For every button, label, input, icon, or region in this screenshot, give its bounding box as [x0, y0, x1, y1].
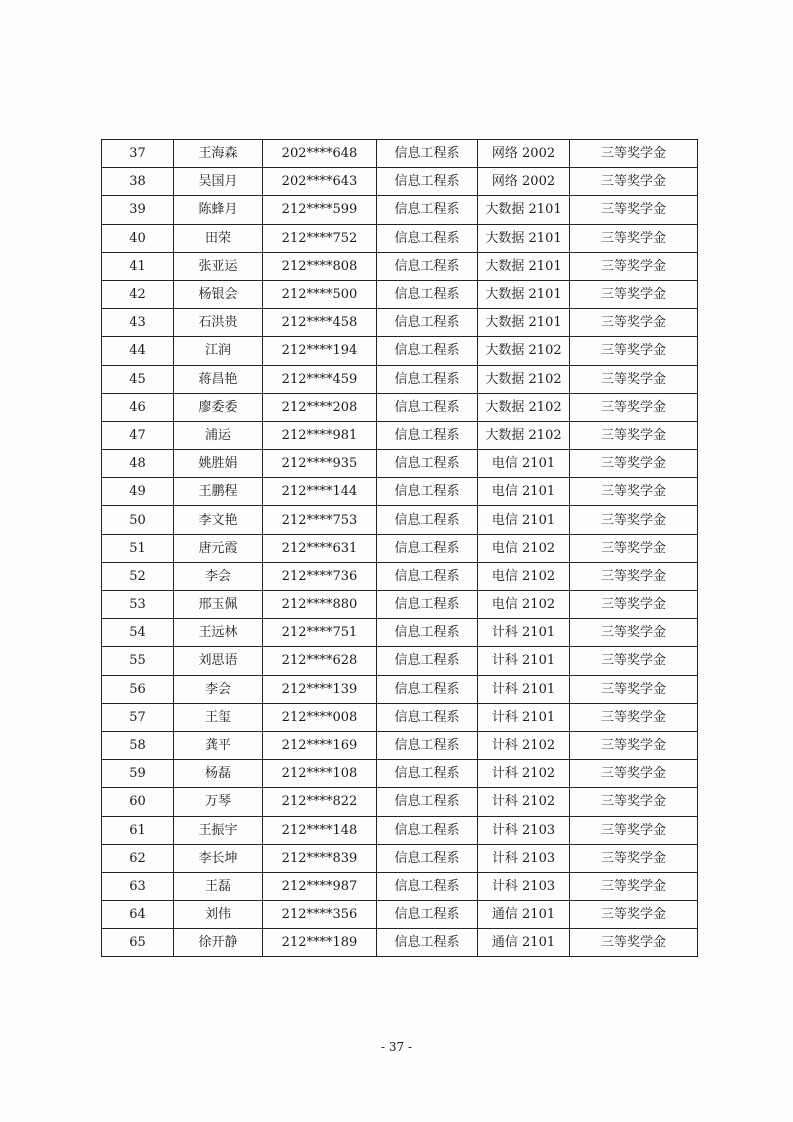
- row-number-cell: 45: [102, 365, 174, 393]
- class-cell: 计科 2103: [478, 844, 570, 872]
- row-number-cell: 39: [102, 196, 174, 224]
- student-name-cell: 王远林: [174, 619, 263, 647]
- department-cell: 信息工程系: [377, 393, 478, 421]
- table-row: [102, 140, 698, 168]
- award-cell: 三等奖学金: [570, 506, 698, 534]
- award-cell: 三等奖学金: [570, 647, 698, 675]
- award-cell: 三等奖学金: [570, 872, 698, 900]
- student-id-cell: 212****459: [263, 365, 377, 393]
- class-cell: 大数据 2102: [478, 337, 570, 365]
- table-row: [102, 196, 698, 224]
- table-row: [102, 788, 698, 816]
- department-cell: 信息工程系: [377, 647, 478, 675]
- award-cell: 三等奖学金: [570, 337, 698, 365]
- row-number-cell: 54: [102, 619, 174, 647]
- student-id-cell: 212****751: [263, 619, 377, 647]
- class-cell: 电信 2102: [478, 534, 570, 562]
- class-cell: 计科 2101: [478, 647, 570, 675]
- department-cell: 信息工程系: [377, 562, 478, 590]
- class-cell: 计科 2102: [478, 788, 570, 816]
- award-cell: 三等奖学金: [570, 929, 698, 957]
- class-cell: 大数据 2102: [478, 421, 570, 449]
- row-number-cell: 64: [102, 901, 174, 929]
- student-id-cell: 202****648: [263, 140, 377, 168]
- award-cell: 三等奖学金: [570, 365, 698, 393]
- student-name-cell: 李文艳: [174, 506, 263, 534]
- class-cell: 电信 2102: [478, 591, 570, 619]
- student-name-cell: 刘思语: [174, 647, 263, 675]
- table-row: [102, 647, 698, 675]
- department-cell: 信息工程系: [377, 309, 478, 337]
- row-number-cell: 58: [102, 731, 174, 759]
- award-cell: 三等奖学金: [570, 393, 698, 421]
- department-cell: 信息工程系: [377, 365, 478, 393]
- department-cell: 信息工程系: [377, 421, 478, 449]
- student-name-cell: 李会: [174, 562, 263, 590]
- student-id-cell: 212****208: [263, 393, 377, 421]
- department-cell: 信息工程系: [377, 252, 478, 280]
- scholarship-table: [101, 139, 698, 957]
- award-cell: 三等奖学金: [570, 280, 698, 308]
- student-id-cell: 212****935: [263, 450, 377, 478]
- student-name-cell: 廖委委: [174, 393, 263, 421]
- student-name-cell: 蒋昌艳: [174, 365, 263, 393]
- department-cell: 信息工程系: [377, 506, 478, 534]
- row-number-cell: 38: [102, 168, 174, 196]
- table-row: [102, 252, 698, 280]
- class-cell: 网络 2002: [478, 140, 570, 168]
- class-cell: 大数据 2101: [478, 252, 570, 280]
- class-cell: 大数据 2101: [478, 196, 570, 224]
- student-id-cell: 212****599: [263, 196, 377, 224]
- row-number-cell: 48: [102, 450, 174, 478]
- table-body: [102, 140, 698, 957]
- class-cell: 计科 2101: [478, 703, 570, 731]
- department-cell: 信息工程系: [377, 675, 478, 703]
- department-cell: 信息工程系: [377, 224, 478, 252]
- department-cell: 信息工程系: [377, 901, 478, 929]
- department-cell: 信息工程系: [377, 731, 478, 759]
- student-id-cell: 212****008: [263, 703, 377, 731]
- row-number-cell: 63: [102, 872, 174, 900]
- student-name-cell: 石洪贵: [174, 309, 263, 337]
- student-id-cell: 212****753: [263, 506, 377, 534]
- student-name-cell: 田荣: [174, 224, 263, 252]
- student-name-cell: 徐开静: [174, 929, 263, 957]
- award-cell: 三等奖学金: [570, 478, 698, 506]
- row-number-cell: 65: [102, 929, 174, 957]
- student-id-cell: 212****752: [263, 224, 377, 252]
- row-number-cell: 42: [102, 280, 174, 308]
- row-number-cell: 37: [102, 140, 174, 168]
- table-row: [102, 844, 698, 872]
- table-row: [102, 478, 698, 506]
- row-number-cell: 56: [102, 675, 174, 703]
- student-name-cell: 江润: [174, 337, 263, 365]
- row-number-cell: 55: [102, 647, 174, 675]
- row-number-cell: 60: [102, 788, 174, 816]
- class-cell: 电信 2101: [478, 478, 570, 506]
- class-cell: 通信 2101: [478, 929, 570, 957]
- award-cell: 三等奖学金: [570, 450, 698, 478]
- department-cell: 信息工程系: [377, 619, 478, 647]
- student-name-cell: 唐元霞: [174, 534, 263, 562]
- student-name-cell: 王磊: [174, 872, 263, 900]
- student-id-cell: 212****822: [263, 788, 377, 816]
- row-number-cell: 52: [102, 562, 174, 590]
- student-id-cell: 212****144: [263, 478, 377, 506]
- department-cell: 信息工程系: [377, 844, 478, 872]
- student-name-cell: 陈蜂月: [174, 196, 263, 224]
- class-cell: 计科 2101: [478, 619, 570, 647]
- table-row: [102, 619, 698, 647]
- row-number-cell: 43: [102, 309, 174, 337]
- row-number-cell: 46: [102, 393, 174, 421]
- student-name-cell: 吴国月: [174, 168, 263, 196]
- student-name-cell: 李会: [174, 675, 263, 703]
- table-row: [102, 675, 698, 703]
- award-cell: 三等奖学金: [570, 168, 698, 196]
- class-cell: 计科 2101: [478, 675, 570, 703]
- table-row: [102, 168, 698, 196]
- class-cell: 计科 2103: [478, 872, 570, 900]
- student-name-cell: 李长坤: [174, 844, 263, 872]
- award-cell: 三等奖学金: [570, 619, 698, 647]
- page-number: - 37 -: [380, 1040, 412, 1054]
- table-row: [102, 929, 698, 957]
- department-cell: 信息工程系: [377, 703, 478, 731]
- award-cell: 三等奖学金: [570, 534, 698, 562]
- student-name-cell: 杨磊: [174, 760, 263, 788]
- award-cell: 三等奖学金: [570, 562, 698, 590]
- table-row: [102, 309, 698, 337]
- student-name-cell: 邢玉佩: [174, 591, 263, 619]
- department-cell: 信息工程系: [377, 450, 478, 478]
- student-name-cell: 刘伟: [174, 901, 263, 929]
- class-cell: 网络 2002: [478, 168, 570, 196]
- student-id-cell: 212****148: [263, 816, 377, 844]
- student-name-cell: 张亚运: [174, 252, 263, 280]
- row-number-cell: 57: [102, 703, 174, 731]
- student-name-cell: 杨银会: [174, 280, 263, 308]
- row-number-cell: 51: [102, 534, 174, 562]
- award-cell: 三等奖学金: [570, 591, 698, 619]
- class-cell: 大数据 2102: [478, 365, 570, 393]
- department-cell: 信息工程系: [377, 140, 478, 168]
- award-cell: 三等奖学金: [570, 788, 698, 816]
- award-cell: 三等奖学金: [570, 731, 698, 759]
- student-id-cell: 212****139: [263, 675, 377, 703]
- department-cell: 信息工程系: [377, 478, 478, 506]
- table-row: [102, 591, 698, 619]
- award-cell: 三等奖学金: [570, 421, 698, 449]
- department-cell: 信息工程系: [377, 591, 478, 619]
- class-cell: 大数据 2101: [478, 309, 570, 337]
- table-row: [102, 562, 698, 590]
- student-name-cell: 姚胜娟: [174, 450, 263, 478]
- class-cell: 大数据 2101: [478, 224, 570, 252]
- student-id-cell: 212****194: [263, 337, 377, 365]
- table-row: [102, 280, 698, 308]
- table-row: [102, 731, 698, 759]
- table-row: [102, 393, 698, 421]
- table-row: [102, 760, 698, 788]
- student-id-cell: 212****987: [263, 872, 377, 900]
- table-row: [102, 534, 698, 562]
- student-name-cell: 龚平: [174, 731, 263, 759]
- table-row: [102, 901, 698, 929]
- student-id-cell: 212****808: [263, 252, 377, 280]
- student-id-cell: 212****356: [263, 901, 377, 929]
- row-number-cell: 62: [102, 844, 174, 872]
- class-cell: 通信 2101: [478, 901, 570, 929]
- department-cell: 信息工程系: [377, 168, 478, 196]
- department-cell: 信息工程系: [377, 196, 478, 224]
- table-row: [102, 337, 698, 365]
- table-row: [102, 872, 698, 900]
- row-number-cell: 59: [102, 760, 174, 788]
- table-row: [102, 703, 698, 731]
- award-cell: 三等奖学金: [570, 252, 698, 280]
- department-cell: 信息工程系: [377, 534, 478, 562]
- department-cell: 信息工程系: [377, 816, 478, 844]
- student-id-cell: 212****880: [263, 591, 377, 619]
- department-cell: 信息工程系: [377, 280, 478, 308]
- award-cell: 三等奖学金: [570, 703, 698, 731]
- award-cell: 三等奖学金: [570, 224, 698, 252]
- student-id-cell: 212****189: [263, 929, 377, 957]
- student-id-cell: 212****108: [263, 760, 377, 788]
- award-cell: 三等奖学金: [570, 760, 698, 788]
- class-cell: 大数据 2101: [478, 280, 570, 308]
- student-id-cell: 212****981: [263, 421, 377, 449]
- student-name-cell: 王玺: [174, 703, 263, 731]
- department-cell: 信息工程系: [377, 760, 478, 788]
- department-cell: 信息工程系: [377, 929, 478, 957]
- class-cell: 大数据 2102: [478, 393, 570, 421]
- row-number-cell: 47: [102, 421, 174, 449]
- row-number-cell: 49: [102, 478, 174, 506]
- student-id-cell: 212****500: [263, 280, 377, 308]
- student-id-cell: 212****458: [263, 309, 377, 337]
- student-id-cell: 212****736: [263, 562, 377, 590]
- award-cell: 三等奖学金: [570, 140, 698, 168]
- class-cell: 电信 2101: [478, 450, 570, 478]
- department-cell: 信息工程系: [377, 872, 478, 900]
- row-number-cell: 44: [102, 337, 174, 365]
- award-cell: 三等奖学金: [570, 196, 698, 224]
- table-row: [102, 506, 698, 534]
- row-number-cell: 53: [102, 591, 174, 619]
- row-number-cell: 50: [102, 506, 174, 534]
- class-cell: 计科 2103: [478, 816, 570, 844]
- student-name-cell: 王鹏程: [174, 478, 263, 506]
- table-row: [102, 421, 698, 449]
- student-name-cell: 万琴: [174, 788, 263, 816]
- table-row: [102, 816, 698, 844]
- row-number-cell: 40: [102, 224, 174, 252]
- award-cell: 三等奖学金: [570, 844, 698, 872]
- award-cell: 三等奖学金: [570, 675, 698, 703]
- award-cell: 三等奖学金: [570, 309, 698, 337]
- student-name-cell: 王振宇: [174, 816, 263, 844]
- class-cell: 电信 2102: [478, 562, 570, 590]
- student-id-cell: 202****643: [263, 168, 377, 196]
- row-number-cell: 41: [102, 252, 174, 280]
- student-id-cell: 212****169: [263, 731, 377, 759]
- award-cell: 三等奖学金: [570, 901, 698, 929]
- department-cell: 信息工程系: [377, 788, 478, 816]
- table-row: [102, 450, 698, 478]
- student-name-cell: 浦运: [174, 421, 263, 449]
- row-number-cell: 61: [102, 816, 174, 844]
- table-row: [102, 365, 698, 393]
- student-name-cell: 王海森: [174, 140, 263, 168]
- student-id-cell: 212****839: [263, 844, 377, 872]
- class-cell: 计科 2102: [478, 760, 570, 788]
- department-cell: 信息工程系: [377, 337, 478, 365]
- class-cell: 计科 2102: [478, 731, 570, 759]
- class-cell: 电信 2101: [478, 506, 570, 534]
- student-id-cell: 212****631: [263, 534, 377, 562]
- student-id-cell: 212****628: [263, 647, 377, 675]
- award-cell: 三等奖学金: [570, 816, 698, 844]
- table-row: [102, 224, 698, 252]
